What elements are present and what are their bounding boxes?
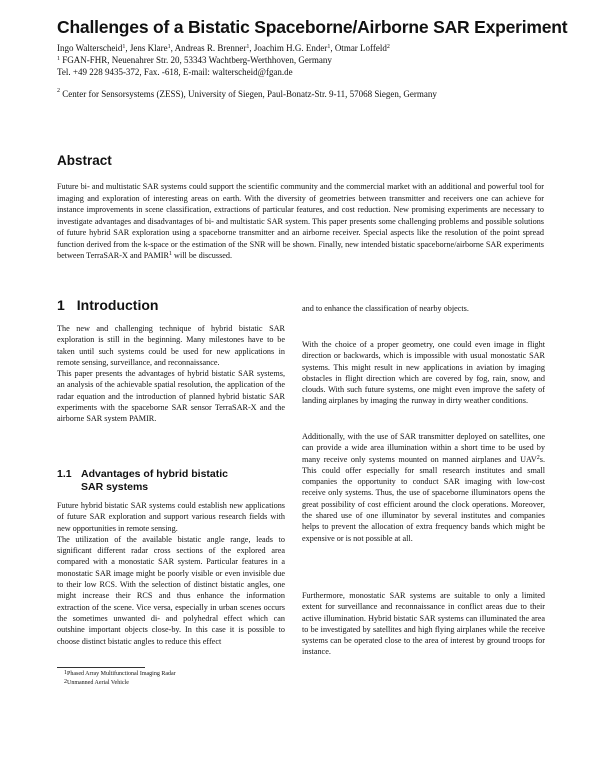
contact-line: Tel. +49 228 9435-372, Fax. -618, E-mail: walterscheid@fgan.de bbox=[57, 67, 293, 77]
affiliation-mark: 2 bbox=[57, 88, 60, 94]
affiliation-mark: 1 bbox=[167, 44, 171, 50]
paragraph-part: s. This could offer especially for small research institutes and small companies the opportunity to conduct SAR imaging with low-cost receive only systems. Thus, the use of spaceborne illuminators opens the great possibility of cost efficient around the clock operations. Moreover, the shared use of one illuminator by several institutes and companies helps to prevent the allocation of extra frequency bands which might be expensive or is not possible at all. bbox=[302, 454, 545, 543]
abstract-heading: Abstract bbox=[57, 153, 112, 168]
abstract-body: Future bi- and multistatic SAR systems could support the scientific community and the commercial market with an additional and powerful tool for imaging and exploration of interesting areas on earth. With the diversity of geometries between transmitter and receivers one can achieve for instance improvements in scene classification, extractions of particular features, and cost reduction. New promising experiments are necessary to investigate advantages and disadvantages of bi- and multistatic SAR system. This paper presents some challenging problems and possible solutions of future hybrid SAR exploration using a spaceborne transmitter and an airborne receiver. Special aspects like the resolution of the point spread function derived from the k-space or the estimation of the SNR will be shown. Finally, new intended bistatic spaceborne/airborne SAR experiments between TerraSAR-X and PAMIR bbox=[57, 182, 544, 260]
paragraph: Furthermore, monostatic SAR systems are suitable to only a limited extent for surveillance and reconnaissance in conflict areas due to their active illumination. Hybrid bistatic SAR systems can illuminated the area to be investigated by satellites and high flying airplanes while the receive systems can be operated close to the area of interest by ground troops for instance. bbox=[302, 591, 545, 657]
affiliation-mark: 1 bbox=[246, 44, 250, 50]
right-column-surveillance bbox=[302, 590, 545, 658]
paragraph bbox=[302, 431, 545, 544]
affiliation-mark: 1 bbox=[327, 44, 331, 50]
introduction-body bbox=[57, 323, 285, 425]
affiliation-mark: 1 bbox=[57, 56, 60, 62]
author-block bbox=[57, 42, 557, 78]
subsection-title: Advantages of hybrid bistatic bbox=[81, 468, 229, 480]
right-column-illumination bbox=[302, 431, 545, 544]
right-column-geometry bbox=[302, 339, 545, 407]
advantages-body bbox=[57, 500, 285, 647]
paragraph: This paper presents the advantages of hybrid bistatic SAR systems, an analysis of the achievable spatial resolution, the application of the radar equation and the introduction of planned hybrid bistatic SAR experiments with the spaceborne SAR sensor TerraSAR-X and the airborne SAR system PAMIR. bbox=[57, 369, 285, 424]
paragraph-part: Additionally, with the use of SAR transmitter deployed on satellites, one can provide a wide area illumination within a short time to be used by many receive only systems mounted on manned airplanes and UAV bbox=[302, 432, 545, 464]
subsection-number: 1.1 bbox=[57, 468, 72, 480]
author-name: , Andreas R. Brenner bbox=[170, 43, 247, 53]
author-name: , Joachim H.G. Ender bbox=[249, 43, 328, 53]
section-title: Introduction bbox=[76, 297, 159, 313]
affiliation-mark: 2 bbox=[386, 44, 390, 50]
author-name: Ingo Walterscheid bbox=[57, 43, 123, 53]
footnotes bbox=[64, 670, 176, 688]
footnote-mark: 1 bbox=[169, 251, 172, 257]
section-heading-introduction bbox=[57, 297, 158, 313]
affiliation-text: FGAN-FHR, Neuenahrer Str. 20, 53343 Wachtberg-Werthhoven, Germany bbox=[60, 55, 332, 65]
abstract-body-end: will be discussed. bbox=[172, 251, 233, 260]
footnote-text: Unmanned Aerial Vehicle bbox=[67, 680, 129, 686]
abstract-text bbox=[57, 181, 544, 262]
affiliation-mark: 1 bbox=[122, 44, 126, 50]
paragraph: Future hybrid bistatic SAR systems could establish new applications of future SAR exploration and support various research fields with new opportunities in remote sensing. bbox=[57, 501, 285, 533]
footnote bbox=[64, 670, 176, 679]
paragraph: The new and challenging technique of hybrid bistatic SAR exploration is still in the beginning. Many milestones have to be taken until such systems could be used for new applications in remote sensing, surveillance, and reconnaissance. bbox=[57, 324, 285, 367]
affiliation-2 bbox=[57, 89, 557, 99]
footnote-mark: 2 bbox=[536, 454, 540, 461]
paragraph: and to enhance the classification of nearby objects. bbox=[302, 304, 469, 313]
subsection-heading-advantages bbox=[57, 468, 285, 494]
paper-title: Challenges of a Bistatic Spaceborne/Airborne SAR Experiment bbox=[57, 17, 568, 37]
author-name: , Jens Klare bbox=[125, 43, 168, 53]
footnote-rule bbox=[57, 667, 145, 668]
author-line bbox=[57, 42, 557, 54]
affiliation-text: Center for Sensorsystems (ZESS), University of Siegen, Paul-Bonatz-Str. 9-11, 57068 Siegen, Germany bbox=[60, 89, 437, 99]
paragraph: With the choice of a proper geometry, one could even image in flight direction or backwards, which is impossible with usual monostatic SAR systems. This might result in new applications in aviation by imaging obstacles in flight direction which are covered by fog, rain, snow, and clouds. With such future systems, one might even improve the safety of landing airplanes by imaging the runway in dirty weather conditions. bbox=[302, 340, 545, 406]
section-number: 1 bbox=[57, 297, 65, 313]
footnote-text: Phased Array Multifunctional Imaging Radar bbox=[67, 671, 176, 677]
paragraph: The utilization of the available bistatic angle range, leads to significant different radar cross sections of the explored area compared with a monostatic SAR system. Particular features in a monostatic SAR image might be poorly visible or even invisible due to their low RCS. With the selection of distinct bistatic angles, one might increase their RCS and thus enhance the information extraction of the scene. Vice versa, especially in urban scenes occurs the sometimes unwanted di- and polyhedral effect which can outshine important objects close-by. In this case it is possible to choose distinct bistatic angles to reduce this effect bbox=[57, 534, 285, 646]
author-name: , Otmar Loffeld bbox=[330, 43, 387, 53]
subsection-title-line2: SAR systems bbox=[81, 481, 149, 493]
right-column-continuation bbox=[302, 303, 545, 314]
affiliation-1 bbox=[57, 54, 557, 66]
footnote-mark: 1 bbox=[64, 670, 67, 676]
footnote-mark: 2 bbox=[64, 679, 67, 685]
footnote bbox=[64, 679, 176, 688]
